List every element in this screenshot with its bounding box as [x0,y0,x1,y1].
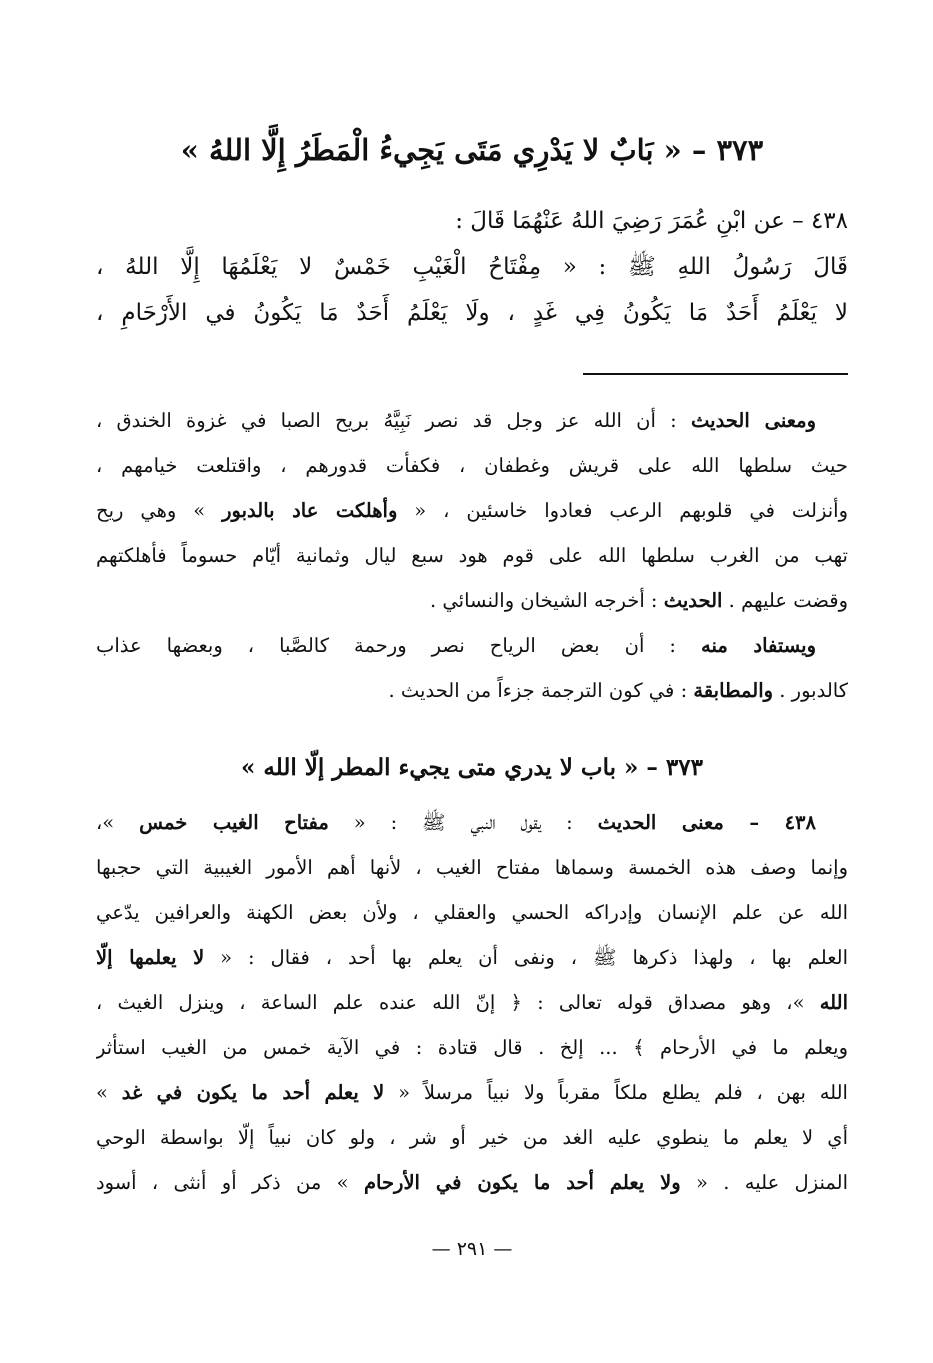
commentary-line: وإنما وصف هذه الخمسة وسماها مفتاح الغيب ، لأنها أهم الأمور الغيبية التي حجبها [96,856,848,879]
commentary-line: ويستفاد منه : أن بعض الرياح نصر ورحمة كالصَّبا ، وبعضها عذاب [96,634,816,657]
term-bold: ٤٣٨ – معنى الحديث [597,811,816,834]
commentary-line: وأنزلت في قلوبهم الرعب فعادوا خاسئين ، « وأهلكت عاد بالدبور » وهي ريح [96,499,848,522]
commentary-line: كالدبور . والمطابقة : في كون الترجمة جزءاً من الحديث . [388,679,848,702]
chapter-title: ٣٧٣ – « بَابٌ لا يَدْرِي مَتَى يَجِيءُ الْمَطَرُ إِلَّا اللهُ » [180,133,764,167]
commentary-line: ٤٣٨ – معنى الحديث : يقول النبي ﷺ : « مفتاح الغيب خمس »، [96,811,816,834]
hadith-line: ٤٣٨ – عن ابْنِ عُمَرَ رَضِيَ اللهُ عَنْهُمَا قَالَ : [455,208,848,234]
commentary-line: الله »، وهو مصداق قوله تعالى : ﴿ إنّ الله عنده علم الساعة ، وينزل الغيث ، [96,991,848,1014]
term-bold: لا يعلمها إلّا [96,946,205,969]
term-bold: وأهلكت عاد بالدبور [222,499,398,522]
commentary-line: ويعلم ما في الأرحام ﴾ ... إلخ . قال قتادة : في الآية خمس من الغيب استأثر [96,1036,848,1059]
book-page [96,0,848,1363]
term-bold: الله [819,991,848,1014]
term-bold: لا يعلم أحد ما يكون في غد [121,1081,385,1104]
term-bold: الحديث [663,589,723,612]
commentary-section-2 [96,800,848,1205]
commentary-line: العلم بها ، ولهذا ذكرها ﷺ ، ونفى أن يعلم بها أحد ، فقال : « لا يعلمها إلّا [96,946,848,969]
page-number: — ٢٩١ — [431,1238,513,1260]
term-bold: والمطابقة [693,679,774,702]
commentary-line: تهب من الغرب سلطها الله على قوم هود سبع ليال وثمانية أيّام حسوماً فأهلكتهم [96,544,848,567]
commentary-section [96,398,848,713]
commentary-line: الله عن علم الإنسان وإدراكه الحسي والعقلي ، ولأن بعض الكهنة والعرافين يدّعي [96,901,848,924]
commentary-line: حيث سلطها الله على قريش وغطفان ، فكفأت قدورهم ، واقتلعت خيامهم ، [96,454,848,477]
hadith-line: لا يَعْلَمُ أَحَدٌ مَا يَكُونُ فِي غَدٍ ، ولَا يَعْلَمُ أَحَدٌ مَا يَكُونُ في الأَرْحَامِ ، [96,300,848,326]
commentary-line: وقضت عليهم . الحديث : أخرجه الشيخان والنسائي . [430,589,848,612]
footnote-separator [583,373,848,375]
hadith-line: قَالَ رَسُولُ اللهِ ﷺ : « مِفْتَاحُ الْغَيْبِ خَمْسٌ لا يَعْلَمُهَا إِلَّا اللهُ ، [96,254,848,280]
commentary-line: ومعنى الحديث : أن الله عز وجل قد نصر نَبِيَّهُ بريح الصبا في غزوة الخندق ، [96,409,817,432]
commentary-line: الله بهن ، فلم يطلع ملكاً مقرباً ولا نبياً مرسلاً « لا يعلم أحد ما يكون في غد » [96,1081,848,1104]
term-bold: ويستفاد منه [700,634,816,657]
term-bold: ومعنى الحديث [691,409,817,432]
term-bold: ولا يعلم أحد ما يكون في الأرحام [363,1171,681,1194]
term-bold: مفتاح الغيب خمس [139,811,329,834]
commentary-line: أي لا يعلم ما ينطوي عليه الغد من خير أو شر ، ولو كان نبياً إلّا بواسطة الوحي [96,1126,848,1149]
hadith-text [96,198,848,336]
section-subtitle: ٣٧٣ – « باب لا يدري متى يجيء المطر إلّا الله » [241,754,703,781]
commentary-line: المنزل عليه . « ولا يعلم أحد ما يكون في الأرحام » من ذكر أو أنثى ، أسود [96,1171,848,1194]
